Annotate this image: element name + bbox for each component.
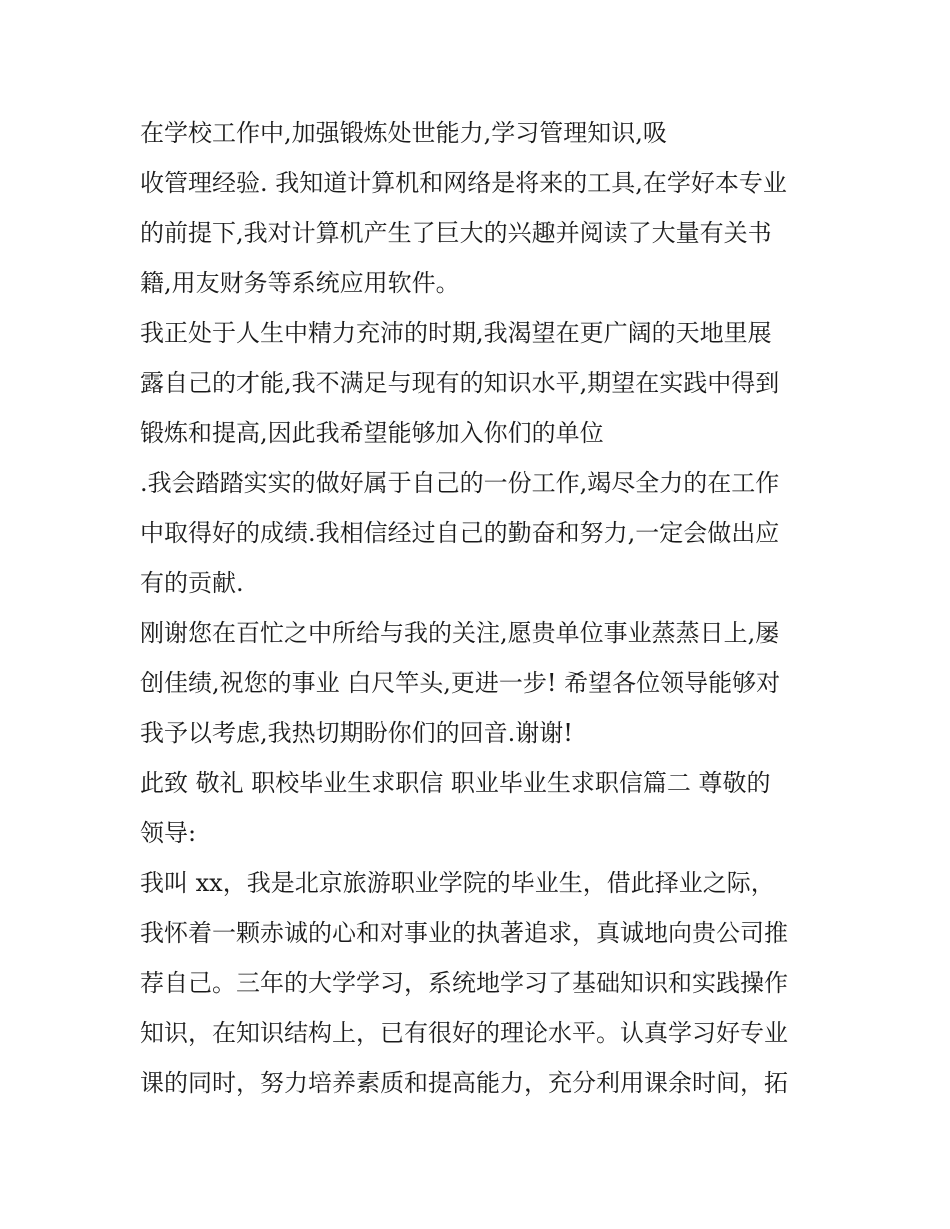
text-line: 收管理经验. 我知道计算机和网络是将来的工具,在学好本专业 bbox=[140, 169, 787, 197]
text-line: 在学校工作中,加强锻炼处世能力,学习管理知识,吸 bbox=[140, 119, 667, 147]
text-line: 露自己的才能,我不满足与现有的知识水平,期望在实践中得到 bbox=[140, 369, 780, 397]
text-line: 知识，在知识结构上，已有很好的理论水平。认真学习好专业 bbox=[140, 1019, 788, 1047]
text-line: 我叫 xx，我是北京旅游职业学院的毕业生，借此择业之际， bbox=[140, 869, 775, 897]
text-line: .我会踏踏实实的做好属于自己的一份工作,竭尽全力的在工作 bbox=[140, 469, 780, 497]
text-line: 有的贡献. bbox=[140, 569, 244, 597]
text-line: 此致 敬礼 职校毕业生求职信 职业毕业生求职信篇二 尊敬的 bbox=[140, 769, 771, 797]
text-line: 的前提下,我对计算机产生了巨大的兴趣并阅读了大量有关书 bbox=[140, 219, 772, 247]
letter-body bbox=[140, 108, 830, 1108]
text-line: 荐自己。三年的大学学习，系统地学习了基础知识和实践操作 bbox=[140, 969, 788, 997]
text-line: 我予以考虑,我热切期盼你们的回音.谢谢! bbox=[140, 719, 573, 747]
text-line: 中取得好的成绩.我相信经过自己的勤奋和努力,一定会做出应 bbox=[140, 519, 780, 547]
text-line: 我怀着一颗赤诚的心和对事业的执著追求，真诚地向贵公司推 bbox=[140, 919, 788, 947]
text-line: 领导: bbox=[140, 819, 197, 847]
text-line: 锻炼和提高,因此我希望能够加入你们的单位 bbox=[140, 419, 604, 447]
text-line: 籍,用友财务等系统应用软件。 bbox=[140, 269, 460, 297]
text-line: 我正处于人生中精力充沛的时期,我渴望在更广阔的天地里展 bbox=[140, 319, 772, 347]
text-line: 刚谢您在百忙之中所给与我的关注,愿贵单位事业蒸蒸日上,屡 bbox=[140, 619, 780, 647]
text-line: 创佳绩,祝您的事业 白尺竿头,更进一步! 希望各位领导能够对 bbox=[140, 669, 781, 697]
text-line: 课的同时，努力培养素质和提高能力，充分利用课余时间，拓 bbox=[140, 1069, 788, 1097]
